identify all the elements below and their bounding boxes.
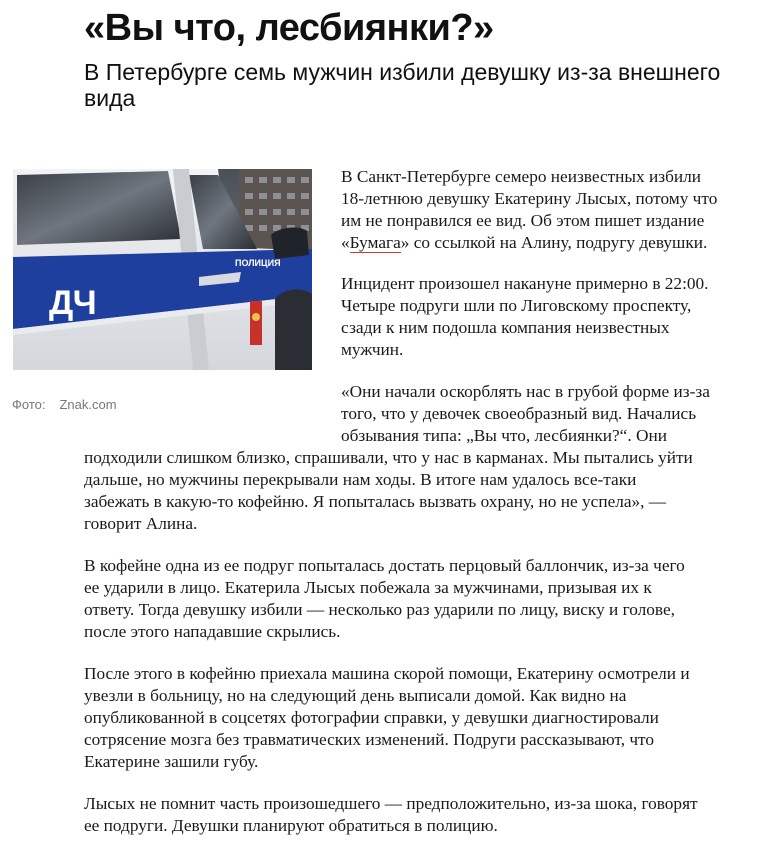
paragraph-line: дальше, но мужчины перекрывали нам ходы. В итоге нам удалось все-таки bbox=[84, 470, 637, 489]
car-marking-text: ДЧ bbox=[49, 284, 97, 322]
link-line-rest: » со ссылкой на Алину, подругу девушки. bbox=[400, 233, 708, 252]
police-car-image bbox=[13, 169, 312, 370]
paragraph-line: После этого в кофейню приехала машина скорой помощи, Екатерину осмотрели и bbox=[84, 664, 690, 683]
paragraph-line: им не понравился ее вид. Об этом пишет издание bbox=[341, 211, 705, 230]
paragraph-line: опубликованной в соцсетях фотографии справки, у девушки диагностировали bbox=[84, 708, 659, 727]
photo-caption bbox=[12, 396, 117, 414]
caption-label: Фото: bbox=[12, 397, 46, 412]
paragraph-line: 18-летнюю девушку Екатерину Лысых, потому что bbox=[341, 189, 718, 208]
paragraph-line: В кофейне одна из ее подруг попыталась достать перцовый баллончик, из-за чего bbox=[84, 556, 685, 575]
article-photo[interactable] bbox=[13, 169, 312, 370]
paragraph-line: увезли в больницу, но на следующий день выписали домой. Как видно на bbox=[84, 686, 627, 705]
paragraph-line: сотрясение мозга без травматических изменений. Подруги рассказывают, что bbox=[84, 730, 654, 749]
paragraph-line: «Они начали оскорблять нас в грубой форме из-за bbox=[341, 382, 710, 401]
paragraph-line: подходили слишком близко, спрашивали, что у нас в карманах. Мы пытались уйти bbox=[84, 448, 693, 467]
paragraph-line: после этого нападавшие скрылись. bbox=[84, 622, 341, 641]
paragraph-line: забежать в какую-то кофейню. Я попыталась вызвать охрану, но не успела», — bbox=[84, 492, 667, 511]
paragraph-line: говорит Алина. bbox=[84, 514, 198, 533]
paragraph-line: Лысых не помнит часть произошедшего — предположительно, из-за шока, говорят bbox=[84, 794, 698, 813]
paragraph-line: В Санкт-Петербурге семеро неизвестных избили bbox=[341, 167, 701, 186]
quote-open: « bbox=[341, 233, 350, 252]
paragraph-line: мужчин. bbox=[341, 340, 404, 359]
paragraph-line: ее ударили в лицо. Екатерила Лысых побежала за мужчинами, призывая их к bbox=[84, 578, 652, 597]
paragraph-line: того, что у девочек своеобразный вид. Начались bbox=[341, 404, 697, 423]
door-text: ПОЛИЦИЯ bbox=[235, 258, 281, 268]
paragraph-line: Екатерине зашили губу. bbox=[84, 752, 259, 771]
bumaga-link[interactable]: Бумага bbox=[349, 233, 401, 252]
paragraph-line: сзади к ним подошла компания неизвестных bbox=[341, 318, 670, 337]
paragraph-line: ее подруги. Девушки планируют обратиться в полицию. bbox=[84, 816, 498, 835]
paragraph-line: Четыре подруги шли по Лиговскому проспекту, bbox=[341, 296, 692, 315]
paragraph-line: Инцидент произошел накануне примерно в 22:00. bbox=[341, 274, 709, 293]
paragraph-line: обзывания типа: „Вы что, лесбиянки?“. Они bbox=[341, 426, 667, 445]
caption-source: Znak.com bbox=[59, 397, 117, 412]
paragraph-line bbox=[341, 232, 707, 254]
article-headline: «Вы что, лесбиянки?» bbox=[84, 7, 494, 49]
paragraph-line: ответу. Тогда девушку избили — несколько раз ударили по лицу, виску и голове, bbox=[84, 600, 675, 619]
article-subtitle: В Петербурге семь мужчин избили девушку из-за внешнего вида bbox=[84, 59, 721, 111]
